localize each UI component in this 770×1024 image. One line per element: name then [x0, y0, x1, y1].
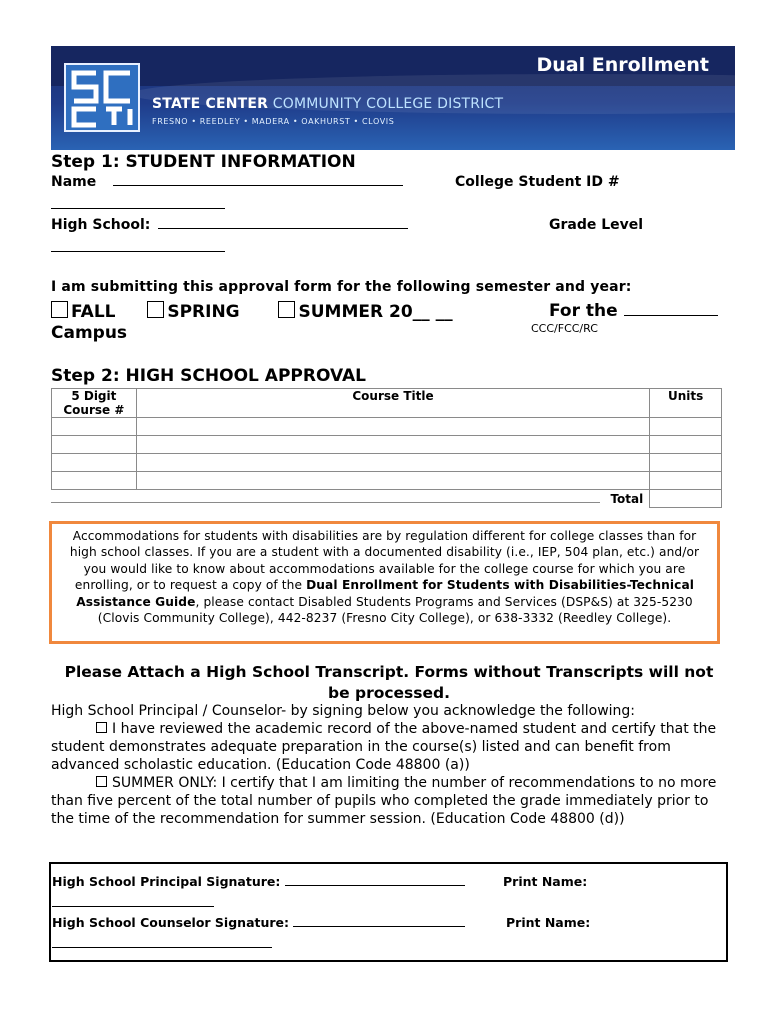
counselor-signature-row	[52, 915, 465, 930]
course-number-cell[interactable]	[52, 418, 137, 436]
table-row[interactable]	[52, 472, 722, 490]
grade-level-label: Grade Level	[549, 217, 644, 233]
col-units: Units	[650, 389, 722, 418]
for-the-text: For the	[549, 301, 618, 321]
semester-options	[51, 301, 453, 322]
step1-heading: Step 1: STUDENT INFORMATION	[51, 152, 356, 172]
units-cell[interactable]	[650, 472, 722, 490]
accommodations-notice	[49, 521, 720, 644]
course-title-cell[interactable]	[136, 454, 650, 472]
course-number-cell[interactable]	[52, 436, 137, 454]
district-name-rest: COMMUNITY COLLEGE DISTRICT	[268, 96, 504, 112]
counselor-print-name-field[interactable]	[52, 933, 272, 948]
course-table-header	[52, 389, 722, 418]
counselor-signature-field[interactable]	[293, 926, 465, 927]
district-name-state: STATE CENTER	[152, 96, 269, 112]
ack-1-text: I have reviewed the academic record of the above-named student and certify that the student demonstrates adequate preparation in the course(s) listed and can benefit from advanced scholastic education. (Education Code 48800 (a))	[51, 721, 717, 773]
table-row[interactable]	[52, 418, 722, 436]
signature-box	[49, 862, 728, 962]
ack-2-checkbox[interactable]	[96, 776, 107, 787]
campus-label: Campus	[51, 323, 128, 343]
step2-heading: Step 2: HIGH SCHOOL APPROVAL	[51, 366, 366, 386]
district-name	[152, 96, 503, 112]
total-underline	[51, 502, 600, 503]
summer-checkbox[interactable]	[278, 301, 295, 318]
spring-label: SPRING	[167, 302, 240, 322]
fall-label: FALL	[71, 302, 116, 322]
course-title-cell[interactable]	[136, 436, 650, 454]
name-label-text: Name	[51, 174, 97, 190]
principal-signature-field[interactable]	[285, 885, 465, 886]
ack-item-1	[51, 720, 731, 774]
for-the-label	[549, 301, 718, 321]
spring-checkbox[interactable]	[147, 301, 164, 318]
fall-checkbox[interactable]	[51, 301, 68, 318]
high-school-label	[51, 217, 408, 233]
high-school-field[interactable]	[158, 228, 408, 229]
name-field-continued[interactable]	[51, 194, 225, 209]
header-banner	[51, 46, 735, 150]
accommodations-text-2: , please contact Disabled Students Programs and Services (DSP&S) at 325-5230 (Clovis Community College), 442-8237 (Fresno City College), or 638-3332 (Reedley College).	[97, 594, 693, 626]
total-row	[52, 490, 722, 508]
total-label: Total	[52, 490, 650, 508]
form-title: Dual Enrollment	[536, 54, 709, 76]
high-school-label-text: High School:	[51, 217, 151, 233]
principal-print-name-field[interactable]	[52, 892, 214, 907]
college-id-label: College Student ID #	[455, 174, 620, 190]
principal-signature-row	[52, 874, 465, 889]
accommodations-text-1: Accommodations for students with disabilities are by regulation different for college classes than for high school classes. If you are a student with a documented disability (i.e., IEP, 504 plan, etc.) and/or you would like to know about accommodations available for the college course for which you are enrolling, or to request a copy of the	[69, 529, 700, 593]
ack-item-2	[51, 774, 731, 828]
district-logo	[64, 63, 140, 132]
principal-signature-label: High School Principal Signature:	[52, 874, 281, 889]
table-row[interactable]	[52, 454, 722, 472]
accommodations-guide-title: Dual Enrollment for Students with Disabilities-Technical Assistance Guide	[76, 578, 695, 609]
units-cell[interactable]	[650, 436, 722, 454]
name-label	[51, 174, 403, 190]
table-row[interactable]	[52, 436, 722, 454]
course-title-cell[interactable]	[136, 418, 650, 436]
transcript-notice: Please Attach a High School Transcript. Forms without Transcripts will not be processed.	[64, 663, 714, 702]
col-course-number: 5 Digit Course #	[52, 389, 137, 418]
course-title-cell[interactable]	[136, 472, 650, 490]
district-cities: FRESNO • REEDLEY • MADERA • OAKHURST • CLOVIS	[152, 117, 395, 126]
total-units-cell[interactable]	[650, 490, 722, 508]
ack-1-checkbox[interactable]	[96, 722, 107, 733]
ack-2-text: SUMMER ONLY: I certify that I am limiting the number of recommendations to no more than five percent of the total number of pupils who completed the grade immediately prior to the time of the recommendation for summer session. (Education Code 48800 (d))	[51, 775, 717, 827]
course-number-cell[interactable]	[52, 454, 137, 472]
counselor-print-name-label: Print Name:	[506, 915, 591, 930]
grade-level-field[interactable]	[51, 237, 225, 252]
name-field[interactable]	[113, 185, 403, 186]
ack-intro: High School Principal / Counselor- by signing below you acknowledge the following:	[51, 703, 636, 719]
counselor-signature-label: High School Counselor Signature:	[52, 915, 290, 930]
campus-options-note: CCC/FCC/RC	[531, 322, 598, 335]
col-course-title: Course Title	[136, 389, 650, 418]
units-cell[interactable]	[650, 454, 722, 472]
course-table	[51, 388, 722, 508]
principal-print-name-label: Print Name:	[503, 874, 588, 889]
units-cell[interactable]	[650, 418, 722, 436]
semester-prompt: I am submitting this approval form for the following semester and year:	[51, 279, 632, 295]
campus-field[interactable]	[624, 315, 718, 316]
acknowledgements	[51, 702, 731, 828]
summer-label: SUMMER 20__ __	[298, 302, 453, 322]
course-number-cell[interactable]	[52, 472, 137, 490]
